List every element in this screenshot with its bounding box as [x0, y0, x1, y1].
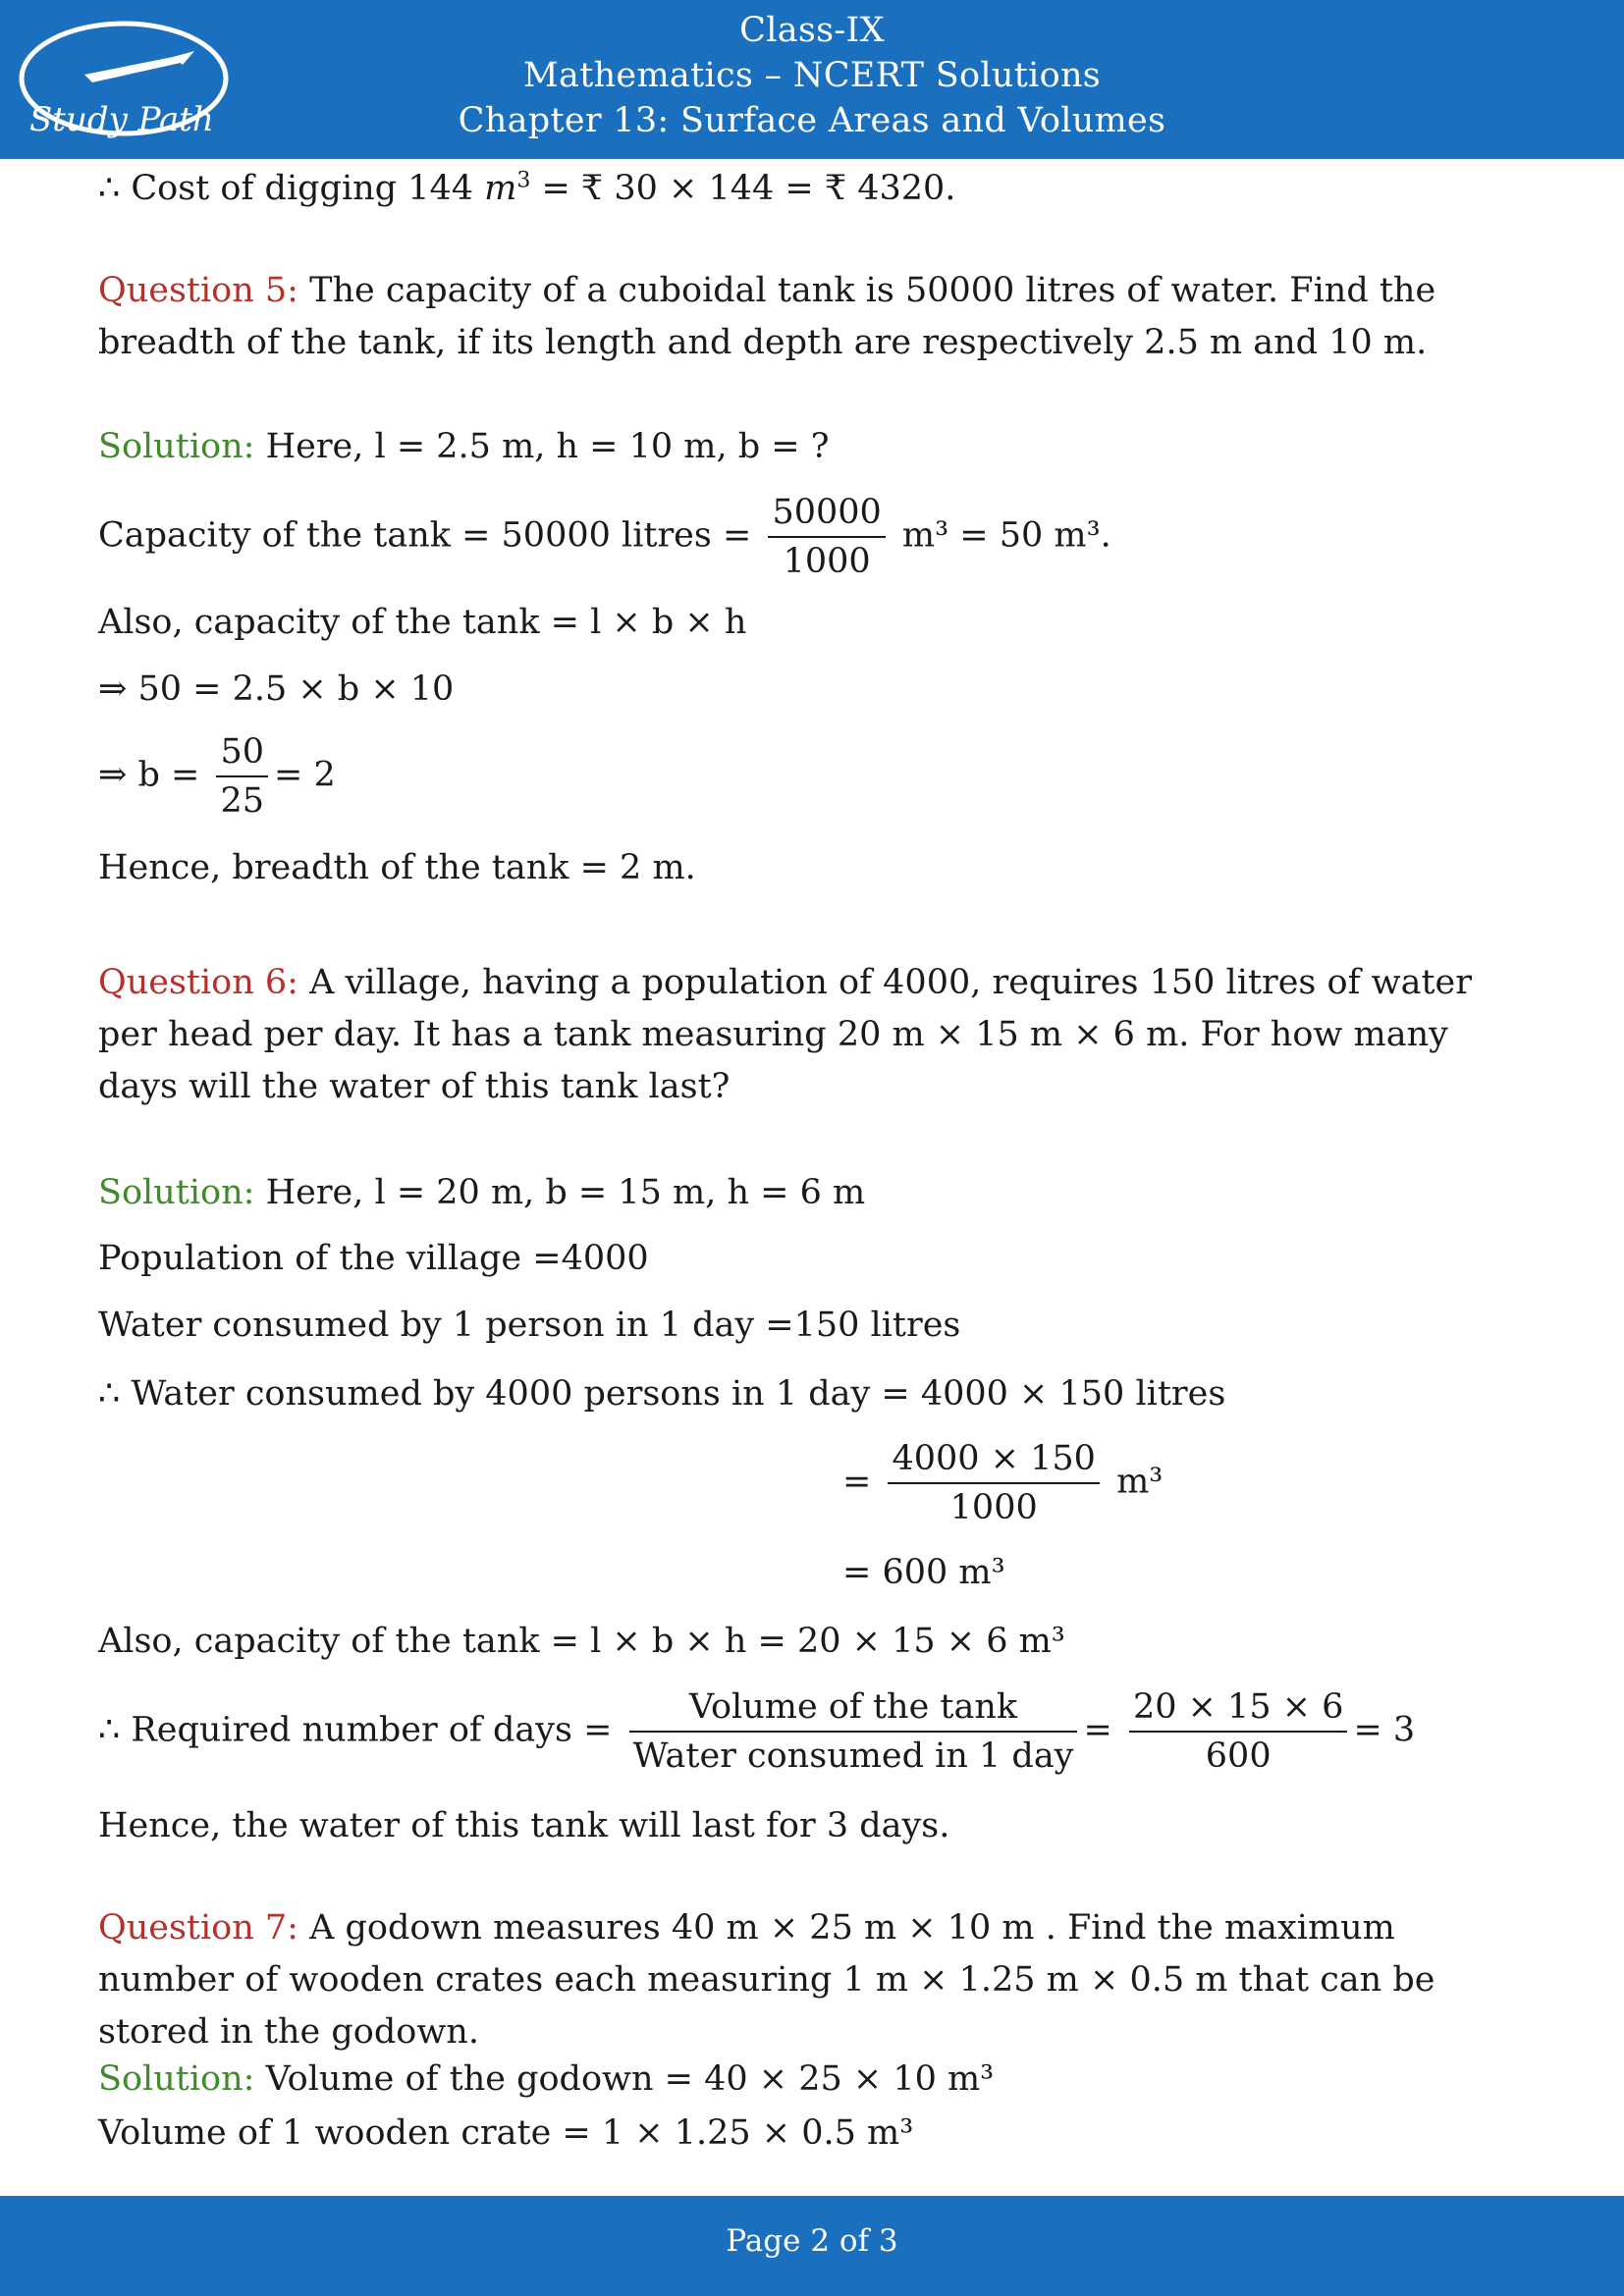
cost-digging-line: ∴ Cost of digging 144 $m^3$ = ₹ 30 × 144 = ₹ 4320. — [98, 168, 956, 208]
q6-water-fraction-line: = $\frac{4000 \times 150}{1000}$ m³ — [842, 1435, 1163, 1531]
question-5-label: Question 5: — [98, 271, 298, 310]
q5-step1: ⇒ 50 = 2.5 × b × 10 — [98, 669, 455, 709]
question-6: Question 6: A village, having a population of 4000, requires 150 litres of water per head per day. It has a tank measuring 20 m × 15 m × 6 m. For how many days will the water of this tank last? — [98, 963, 1472, 1106]
q5-capacity-line: Capacity of the tank = 50000 litres = $\frac{50000}{1000}$ m³ = 50 m³. — [98, 489, 1111, 585]
q6-days-fraction-1: $\frac{\text{Volume of the tank}}{\text{Water consumed in 1 day}}$ — [629, 1683, 1078, 1780]
header-subject: Mathematics – NCERT Solutions — [522, 56, 1102, 95]
header-class: Class-IX — [739, 11, 885, 50]
q6-capacity-line: Also, capacity of the tank = l × b × h = 20 × 15 × 6 m³ — [98, 1622, 1065, 1661]
question-6-label: Question 6: — [98, 963, 298, 1002]
q5-also-line: Also, capacity of the tank = l × b × h — [98, 603, 747, 642]
solution-6-header: Solution: Here, l = 20 m, b = 15 m, h = 6 m — [98, 1173, 866, 1212]
solution-5-label: Solution: — [98, 427, 255, 466]
q6-days-fraction-2: $\frac{20 \times 15 \times 6}{600}$ — [1129, 1683, 1348, 1780]
q6-population: Population of the village =4000 — [98, 1239, 649, 1278]
q6-water-fraction: $\frac{4000 \times 150}{1000}$ — [888, 1435, 1099, 1531]
q6-conclusion: Hence, the water of this tank will last for 3 days. — [98, 1806, 950, 1845]
question-7: Question 7: A godown measures 40 m × 25 m × 10 m . Find the maximum number of wooden crates each measuring 1 m × 1.25 m × 0.5 m that can be stored in the godown. — [98, 1908, 1435, 2052]
q6-water-4000: ∴ Water consumed by 4000 persons in 1 day = 4000 × 150 litres — [98, 1374, 1226, 1414]
q6-water-one-person: Water consumed by 1 person in 1 day =150 litres — [98, 1306, 961, 1345]
q5-step2: ⇒ b = $\frac{50}{25}$ = 2 — [98, 728, 336, 825]
page-footer — [0, 2196, 1624, 2296]
solution-5-header: Solution: Here, l = 2.5 m, h = 10 m, b = ? — [98, 427, 830, 466]
logo-text: Study Path — [29, 100, 214, 139]
q7-crate-volume: Volume of 1 wooden crate = 1 × 1.25 × 0.5 m³ — [98, 2113, 914, 2153]
q5-capacity-fraction: $\frac{50000}{1000}$ — [768, 489, 885, 585]
q5-step2-fraction: $\frac{50}{25}$ — [216, 728, 268, 825]
q6-days-line: ∴ Required number of days = $\frac{\text{Volume of the tank}}{\text{Water consumed in 1 day}}$ = $\frac{20 \times 15 \times 6}{600}$ = 3 — [98, 1683, 1415, 1780]
q6-water-result: = 600 m³ — [842, 1553, 1005, 1592]
page-number: Page 2 of 3 — [726, 2223, 898, 2259]
solution-7-header: Solution: Volume of the godown = 40 × 25 × 10 m³ — [98, 2059, 995, 2099]
q5-conclusion: Hence, breadth of the tank = 2 m. — [98, 848, 696, 887]
header-chapter: Chapter 13: Surface Areas and Volumes — [458, 101, 1166, 140]
solution-6-label: Solution: — [98, 1173, 255, 1212]
question-5: Question 5: The capacity of a cuboidal tank is 50000 litres of water. Find the breadth of the tank, if its length and depth are respectively 2.5 m and 10 m. — [98, 271, 1436, 362]
solution-7-label: Solution: — [98, 2059, 255, 2099]
question-7-label: Question 7: — [98, 1908, 298, 1948]
